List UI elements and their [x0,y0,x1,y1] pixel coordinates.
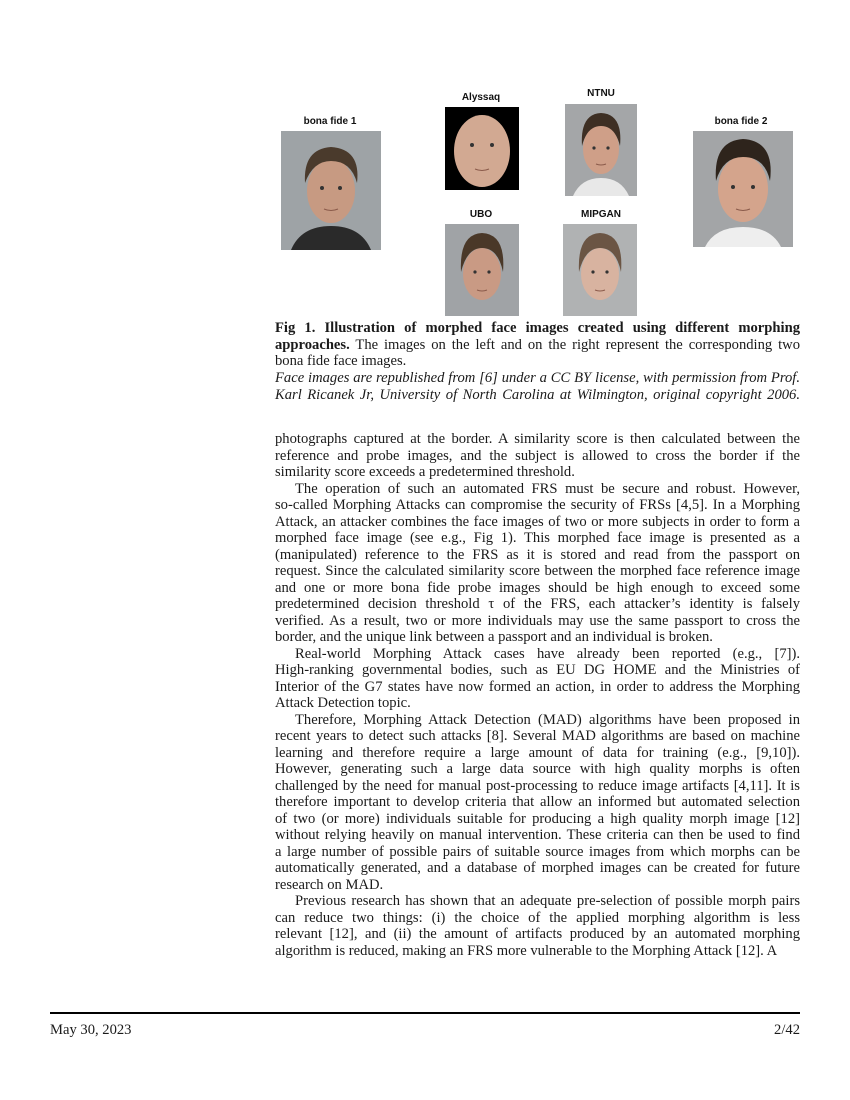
caption-text: The images on the left and on the right represent the corresponding two [349,336,800,353]
caption-title: Fig 1. Illustration of morphed face images created using different morphing [275,320,800,336]
body-line: Interior of the G7 states have now formed an action, in order to address the Morphing [275,678,800,695]
label-alyssaq: Alyssaq [461,92,501,103]
body-line: border, and the unique link between a passport and an individual is broken. [275,629,713,645]
ntnu-morph-image [565,104,637,196]
body-line: However, generating such a large data source with high quality morphs is often [275,761,800,777]
body-line: High-ranking governmental bodies, such as EU DG HOME and the Ministries of [275,662,800,678]
body-line: therefore important to develop criteria that allow an informed but automated selection [275,794,800,810]
body-line: (manipulated) reference to the FRS as it is stored and read from the passport on [275,546,800,563]
footer-rule [50,1012,800,1014]
body-line: predetermined decision threshold τ of the FRS, each attacker’s identity is falsely [275,596,800,612]
body-line: learning and therefore require a large amount of data for training (e.g., [9,10]). [275,744,800,761]
body-line: Attack Detection topic. [275,695,411,711]
body-line: algorithm is reduced, making an FRS more vulnerable to the Morphing Attack [12]. A [275,942,778,959]
label-mipgan: MIPGAN [581,209,621,220]
body-line: without relying heavily on manual intervention. These criteria can then be used to find [275,827,800,843]
body-line: research on MAD. [275,876,384,893]
body-line: can reduce two things: (i) the choice of the applied morphing algorithm is less [275,909,800,926]
mipgan-morph-image [563,224,637,316]
body-line: and one or more bona fide probe images should be high enough to exceed some [275,579,800,596]
body-line: photographs captured at the border. A similarity score is then calculated between the [275,431,800,447]
bona-fide-1-image [281,131,381,250]
body-line: Previous research has shown that an adequate pre-selection of possible morph pairs [295,893,800,909]
body-line: so-called Morphing Attacks can compromise the security of FRSs [4,5]. In a Morphing [275,497,800,513]
bona-fide-2-image [693,131,793,247]
body-line: relevant [12], and (ii) the amount of artifacts produced by an automated morphing [275,926,800,942]
ubo-morph-image [445,224,519,316]
body-line: The operation of such an automated FRS must be secure and robust. However, [295,480,800,497]
body-text [275,431,800,959]
caption-credit: Face images are republished from [6] under a CC BY license, with permission from Prof. [275,370,800,387]
body-line: of two (or more) individuals suitable for producing a high quality morph image [12] [275,810,800,827]
label-bona-fide-2: bona fide 2 [714,116,768,127]
body-line: similarity score exceeds a predetermined threshold. [275,464,575,480]
body-line: reference and probe images, and the subject is allowed to cross the border if the [275,447,800,464]
alyssaq-morph-image [445,107,519,190]
body-line: challenged by the need for manual post-processing to reduce image artifacts [4,11]. It is [275,777,800,794]
caption-title-line [275,320,800,337]
body-line: morphed face image (see e.g., Fig 1). This morphed face image is presented as a [275,530,800,546]
body-line: recent years to detect such attacks [8]. Several MAD algorithms are based on machine [275,728,800,744]
body-line: Attack, an attacker combines the face images of two or more subjects in order to form a [275,513,800,530]
body-line: request. Since the calculated similarity score between the morphed face reference image [275,563,800,579]
page-number: 2/42 [774,1022,800,1038]
label-ubo: UBO [469,209,493,220]
footer-date: May 30, 2023 [50,1022,132,1038]
body-line: Real-world Morphing Attack cases have already been reported (e.g., [7]). [295,645,800,662]
label-ntnu: NTNU [587,88,615,99]
body-line: a large number of possible pairs of suitable source images from which morphs can be [275,843,800,860]
figure-caption [275,320,800,403]
caption-line [275,337,800,354]
body-line: automatically generated, and a database of morphed images can be created for future [275,860,800,876]
caption-title-end: approaches. [275,336,350,353]
label-bona-fide-1: bona fide 1 [303,116,357,127]
caption-text-end: bona fide face images. [275,353,407,370]
body-line: Therefore, Morphing Attack Detection (MAD) algorithms have been proposed in [295,711,800,728]
caption-credit: Karl Ricanek Jr, University of North Carolina at Wilmington, original copyright 2006. [275,386,800,403]
body-line: verified. As a result, two or more individuals may use the same passport to cross the [275,612,800,629]
